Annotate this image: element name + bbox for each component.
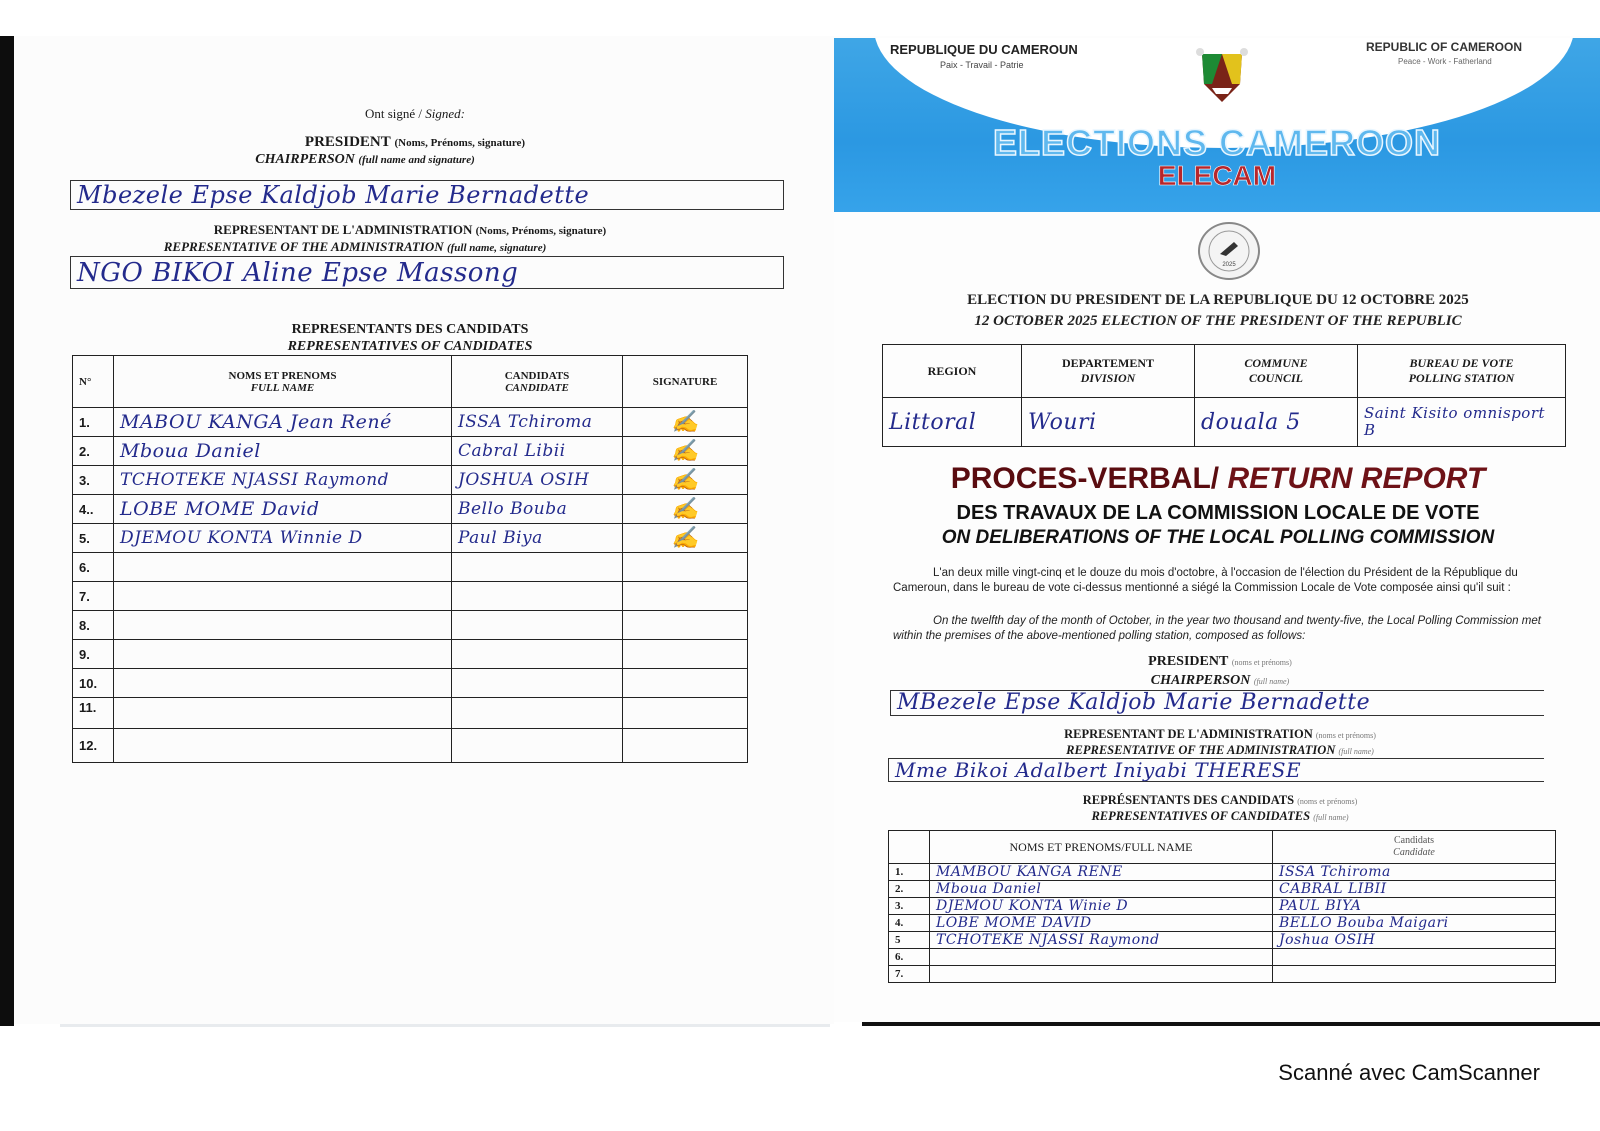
rp-candidates-title: REPRÉSENTANTS DES CANDIDATS (noms et prénoms) <box>1082 793 1358 807</box>
table-row: 4. LOBE MOME DAVID BELLO Bouba Maigari <box>889 915 1556 932</box>
rp-chairperson-label: CHAIRPERSON (full name) <box>1150 673 1290 688</box>
location-header-row <box>883 345 1566 398</box>
table-row: 7. <box>73 582 748 611</box>
republic-en: REPUBLIC OF CAMEROON <box>1366 40 1522 54</box>
president-name-field: Mbezele Epse Kaldjob Marie Bernadette <box>70 180 784 210</box>
candidates-title-en: REPRESENTATIVES OF CANDIDATES <box>287 339 533 354</box>
rp-president-label: PRESIDENT (noms et prénoms) <box>1148 654 1292 669</box>
table-row: 8. <box>73 611 748 640</box>
signature-mark: ✍ <box>623 495 748 524</box>
coat-of-arms-icon <box>1190 44 1254 106</box>
elecam-seal-icon <box>1198 222 1260 280</box>
signature-mark: ✍ <box>623 437 748 466</box>
rp-administration-label-en: REPRESENTATIVE OF THE ADMINISTRATION (full name) <box>1066 743 1374 757</box>
administration-label-en: REPRESENTATIVE OF THE ADMINISTRATION (full name, signature) <box>163 239 547 254</box>
region-value: Littoral <box>883 398 1022 447</box>
table-row: 5. DJEMOU KONTA Winnie D Paul Biya ✍ <box>73 524 748 553</box>
right-candidates-table <box>888 830 1556 983</box>
table-header-row <box>889 831 1556 864</box>
table-row: 9. <box>73 640 748 669</box>
col-candidate: Candidats Candidate <box>1273 831 1556 864</box>
table-row: 10. <box>73 669 748 698</box>
location-values-row <box>883 398 1566 447</box>
division-value: Wouri <box>1022 398 1195 447</box>
left-candidates-table <box>72 355 748 763</box>
page-bottom-edge <box>862 1022 1600 1026</box>
table-row: 2. Mboua Daniel Cabral Libii ✍ <box>73 437 748 466</box>
rp-administration-name-field: Mme Bikoi Adalbert Iniyabi THERESE <box>888 758 1544 782</box>
chairperson-label: CHAIRPERSON (full name and signature) <box>255 152 475 167</box>
administration-label: REPRESENTANT DE L'ADMINISTRATION (Noms, Prénoms, signature) <box>213 222 607 237</box>
table-header-row <box>73 356 748 408</box>
rp-administration-label: REPRESENTANT DE L'ADMINISTRATION (noms et prénoms) <box>1064 727 1376 741</box>
president-label: PRESIDENT (Noms, Prénoms, signature) <box>304 134 526 150</box>
council-value: douala 5 <box>1195 398 1358 447</box>
table-row: 6. <box>73 553 748 582</box>
col-division: DEPARTEMENT DIVISION <box>1022 345 1195 398</box>
scan-edge-shadow <box>0 36 14 1026</box>
col-full-name: NOMS ET PRENOMS FULL NAME <box>114 356 452 408</box>
election-title-fr: ELECTION DU PRESIDENT DE LA REPUBLIQUE DU 12 OCTOBRE 2025 <box>967 292 1469 308</box>
org-title: ELECTIONS CAMEROON <box>992 122 1441 163</box>
table-row: 5 TCHOTEKE NJASSI Raymond Joshua OSIH <box>889 932 1556 949</box>
intro-paragraph-fr: L'an deux mille vingt-cinq et le douze du mois d'octobre, à l'occasion de l'élection du Président de la République du Cameroun, dans le bureau de vote ci-dessus mentionné a siégé la Commission Locale de Vote composée ainsi qu'il suit : <box>893 567 1518 594</box>
report-subtitle-en: ON DELIBERATIONS OF THE LOCAL POLLING COMMISSION <box>941 527 1495 548</box>
table-row: 3. DJEMOU KONTA Winie D PAUL BIYA <box>889 898 1556 915</box>
report-title: PROCES-VERBAL/ RETURN REPORT <box>950 462 1486 495</box>
col-signature: SIGNATURE <box>623 356 748 408</box>
table-row: 11. <box>73 698 748 729</box>
intro-paragraph-en: On the twelfth day of the month of October, in the year two thousand and twenty-five, the Local Polling Commission met within the premises of the above-mentioned polling station, composed as follows: <box>893 615 1541 642</box>
rp-candidates-title-en: REPRESENTATIVES OF CANDIDATES (full name) <box>1091 809 1349 823</box>
org-acronym: ELECAM <box>1157 160 1277 191</box>
table-row: 1. MABOU KANGA Jean René ISSA Tchiroma ✍ <box>73 408 748 437</box>
republic-fr: REPUBLIQUE DU CAMEROUN <box>890 42 1078 57</box>
col-full-name: NOMS ET PRENOMS/FULL NAME <box>930 831 1273 864</box>
signed-label: Ont signé / Signed: <box>364 106 466 121</box>
table-row: 7. <box>889 966 1556 983</box>
col-number: N° <box>73 356 114 408</box>
table-row: 4.. LOBE MOME David Bello Bouba ✍ <box>73 495 748 524</box>
scanner-watermark: Scanné avec CamScanner <box>1278 1060 1540 1085</box>
signature-mark: ✍ <box>623 408 748 437</box>
svg-text:2025: 2025 <box>1222 262 1236 268</box>
col-region: REGION <box>883 345 1022 398</box>
polling-station-value: Saint Kisito omnisport B <box>1358 398 1566 447</box>
location-table <box>882 344 1566 447</box>
col-candidate: CANDIDATS CANDIDATE <box>452 356 623 408</box>
table-row: 3. TCHOTEKE NJASSI Raymond JOSHUA OSIH ✍ <box>73 466 748 495</box>
rp-president-name-field: MBezele Epse Kaldjob Marie Bernadette <box>890 690 1544 716</box>
col-polling-station: BUREAU DE VOTE POLLING STATION <box>1358 345 1566 398</box>
motto-fr: Paix - Travail - Patrie <box>940 60 1024 70</box>
administration-name-field: NGO BIKOI Aline Epse Massong <box>70 256 784 289</box>
candidates-title: REPRESENTANTS DES CANDIDATS <box>291 322 529 337</box>
table-row: 2. Mboua Daniel CABRAL LIBII <box>889 881 1556 898</box>
election-title-en: 12 OCTOBER 2025 ELECTION OF THE PRESIDENT OF THE REPUBLIC <box>974 313 1462 329</box>
signature-mark: ✍ <box>623 524 748 553</box>
signature-mark: ✍ <box>623 466 748 495</box>
page-bottom-edge <box>60 1024 830 1027</box>
table-row: 6. <box>889 949 1556 966</box>
col-council: COMMUNE COUNCIL <box>1195 345 1358 398</box>
report-subtitle-fr: DES TRAVAUX DE LA COMMISSION LOCALE DE VOTE <box>956 502 1480 524</box>
motto-en: Peace - Work - Fatherland <box>1398 57 1492 66</box>
table-row: 12. <box>73 729 748 763</box>
table-row: 1. MAMBOU KANGA RENE ISSA Tchiroma <box>889 864 1556 881</box>
